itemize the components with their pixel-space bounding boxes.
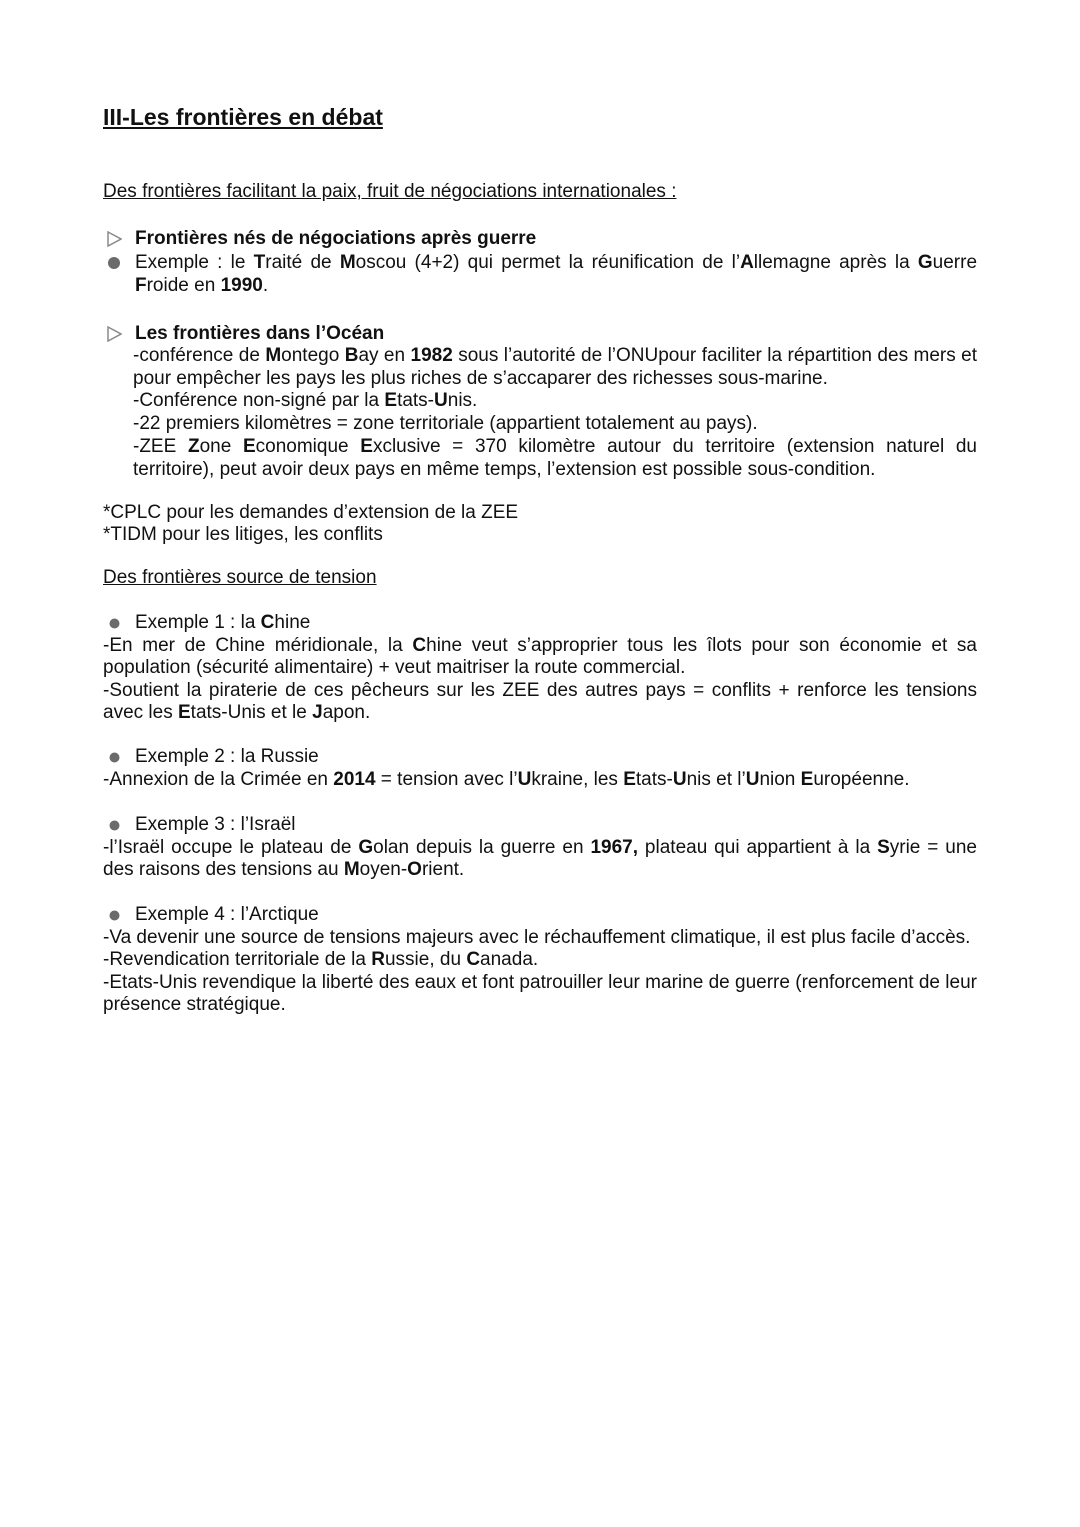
bullet-title: Les frontières dans l’Océan	[135, 323, 385, 344]
dot-bullet-icon	[106, 255, 122, 271]
example-paragraph: -En mer de Chine méridionale, la Chine veut s’approprier tous les îlots pour son économie et sa population (sécurité alimentaire) + veut maitriser la route commercial.	[103, 634, 978, 678]
bullet-ocean	[103, 322, 977, 345]
example-label: Exemple 3 : l’Israël	[135, 814, 296, 835]
example-paragraph: -Va devenir une source de tensions majeurs avec le réchauffement climatique, il est plus facile d’accès.	[103, 926, 971, 948]
triangle-bullet-icon	[106, 326, 122, 342]
note-tidm: *TIDM pour les litiges, les conflits	[103, 524, 383, 545]
dot-bullet-icon	[108, 617, 121, 630]
bullet-title: Frontières nés de négociations après guerre	[135, 228, 537, 249]
ocean-montego-bay: -conférence de Montego Bay en 1982 sous l’autorité de l’ONUpour faciliter la répartition des mers et pour empêcher les pays les plus riches de s’accaparer des richesses sous-marine.	[133, 345, 977, 389]
dot-bullet-icon	[108, 909, 121, 922]
example-label: Exemple 1 : la Chine	[135, 612, 311, 633]
example-paragraph: -Etats-Unis revendique la liberté des eaux et font patrouiller leur marine de guerre (renforcement de leur présence stratégique.	[103, 971, 977, 1015]
example-paragraph: -Soutient la piraterie de ces pêcheurs sur les ZEE des autres pays = conflits + renforce les tensions avec les Etats-Unis et le Japon.	[103, 679, 977, 723]
dot-bullet-icon	[108, 819, 121, 832]
page-title: III-Les frontières en débat	[103, 104, 383, 130]
section-heading-tension: Des frontières source de tension	[103, 567, 377, 588]
example-paragraph: -Revendication territoriale de la Russie, du Canada.	[103, 949, 539, 970]
ocean-zee: -ZEE Zone Economique Exclusive = 370 kilomètre autour du territoire (extension naturel du territoire), peut avoir deux pays en même temps, l’extension est possible sous-condition.	[133, 436, 977, 480]
example-label: Exemple 2 : la Russie	[135, 746, 319, 767]
example-paragraph: -Annexion de la Crimée en 2014 = tension avec l’Ukraine, les Etats-Unis et l’Union Européenne.	[103, 768, 910, 790]
example-paragraph: -l’Israël occupe le plateau de Golan depuis la guerre en 1967, plateau qui appartient à la Syrie = une des raisons des tensions au Moyen-Orient.	[103, 836, 977, 880]
triangle-bullet-icon	[106, 231, 122, 247]
dot-bullet-icon	[108, 751, 121, 764]
ocean-territorial-zone: -22 premiers kilomètres = zone territoriale (appartient totalement au pays).	[133, 413, 758, 434]
example-label: Exemple 4 : l’Arctique	[135, 904, 319, 925]
example-china	[103, 612, 977, 725]
section-heading-peace: Des frontières facilitant la paix, fruit de négociations internationales :	[103, 181, 677, 202]
bullet-example-moscou	[103, 251, 977, 297]
example-russia	[103, 746, 977, 791]
example-arctic	[103, 904, 977, 1017]
note-cplc: *CPLC pour les demandes d’extension de la ZEE	[103, 502, 519, 523]
ocean-non-signed: -Conférence non-signé par la Etats-Unis.	[133, 390, 478, 411]
bullet-negotiations	[103, 227, 977, 250]
example-israel	[103, 814, 977, 882]
example-text: Exemple : le Traité de Moscou (4+2) qui permet la réunification de l’Allemagne après la Guerre Froide en 1990.	[135, 252, 978, 296]
